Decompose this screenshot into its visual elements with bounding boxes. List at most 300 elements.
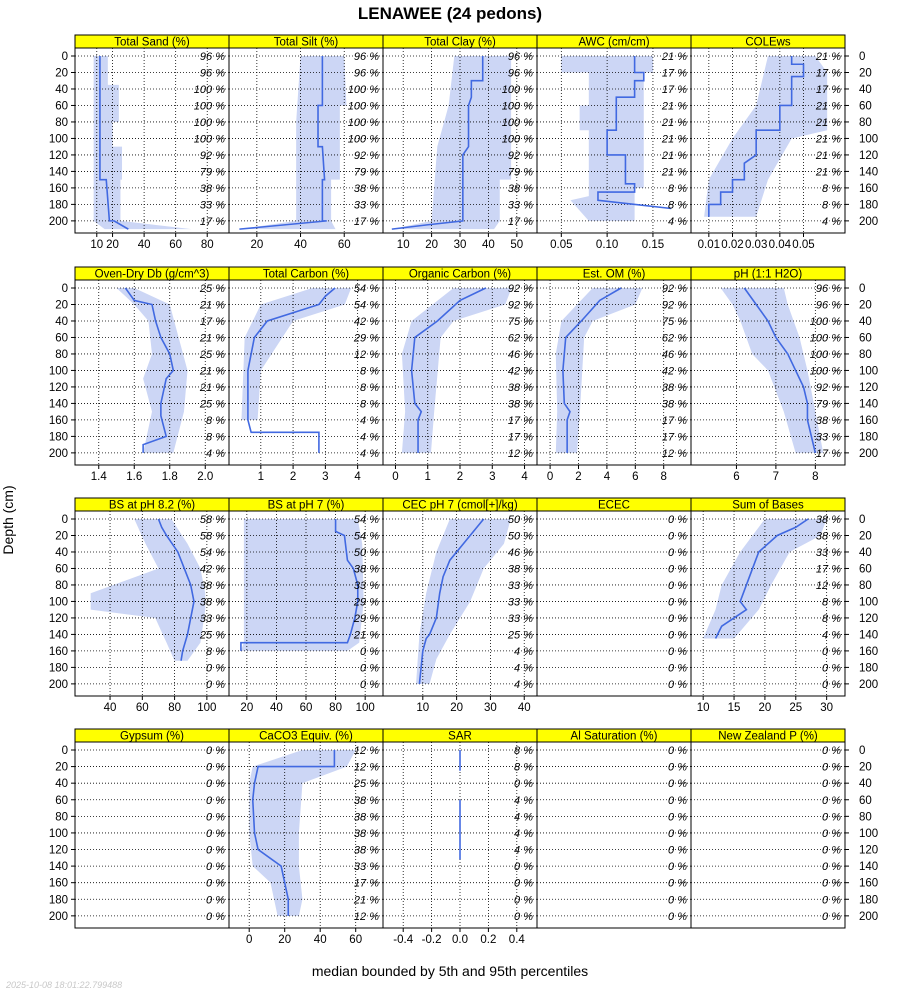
- data-coverage-label: 21 %: [353, 629, 379, 642]
- data-coverage-label: 12 %: [353, 348, 379, 361]
- panel-strip-label: COLEws: [745, 36, 791, 49]
- data-coverage-label: 17 %: [815, 83, 841, 96]
- panel-strip-label: AWC (cm/cm): [578, 36, 650, 49]
- data-coverage-label: 8 %: [360, 398, 379, 411]
- data-coverage-label: 4 %: [514, 662, 533, 675]
- data-coverage-label: 0 %: [822, 745, 841, 757]
- percentile-band: [91, 519, 206, 661]
- y-tick-label: 40: [55, 83, 68, 96]
- data-coverage-label: 21 %: [199, 332, 225, 345]
- data-coverage-label: 0 %: [668, 844, 687, 857]
- y-tick-label: 40: [859, 546, 872, 559]
- x-tick-label: 80: [200, 239, 214, 251]
- data-coverage-label: 21 %: [815, 166, 841, 179]
- data-coverage-label: 17 %: [661, 83, 687, 96]
- data-coverage-label: 17 %: [199, 215, 225, 228]
- data-coverage-label: 0 %: [206, 894, 225, 907]
- data-coverage-label: 21 %: [661, 100, 687, 113]
- data-coverage-label: 21 %: [661, 149, 687, 162]
- x-tick-label: 20: [106, 239, 119, 251]
- y-tick-label: 0: [859, 514, 866, 526]
- data-coverage-label: 4 %: [360, 447, 379, 460]
- y-axis-label: Depth (cm): [0, 485, 16, 555]
- data-coverage-label: 21 %: [661, 133, 687, 146]
- x-tick-label: 0.0: [452, 934, 468, 946]
- data-coverage-label: 0 %: [822, 827, 841, 840]
- data-coverage-label: 8 %: [360, 365, 379, 378]
- data-coverage-label: 33 %: [507, 199, 533, 212]
- percentile-band: [392, 56, 511, 229]
- x-tick-label: 40: [313, 934, 327, 946]
- data-coverage-label: 100 %: [809, 332, 841, 345]
- data-coverage-label: 25 %: [507, 629, 533, 642]
- data-coverage-label: 62 %: [507, 332, 533, 345]
- y-tick-label: 80: [859, 811, 872, 824]
- y-tick-label: 200: [859, 215, 879, 228]
- data-coverage-label: 38 %: [661, 381, 687, 394]
- x-tick-label: 6: [733, 471, 740, 483]
- y-tick-label: 120: [48, 844, 68, 857]
- data-coverage-label: 0 %: [668, 612, 687, 625]
- percentile-band: [556, 288, 643, 453]
- data-coverage-label: 21 %: [815, 100, 841, 113]
- data-coverage-label: 8 %: [514, 761, 533, 774]
- data-coverage-label: 17 %: [353, 215, 379, 228]
- panel-strip-label: Oven-Dry Db (g/cm^3): [94, 268, 210, 281]
- data-coverage-label: 12 %: [507, 447, 533, 460]
- x-tick-label: 2: [289, 471, 297, 483]
- data-coverage-label: 33 %: [199, 612, 225, 625]
- data-coverage-label: 38 %: [507, 398, 533, 411]
- data-coverage-label: 0 %: [668, 861, 687, 874]
- data-coverage-label: 0 %: [668, 778, 687, 791]
- y-tick-label: 200: [859, 447, 879, 460]
- data-coverage-label: 0 %: [668, 678, 687, 691]
- data-coverage-label: 8 %: [206, 645, 225, 658]
- x-tick-label: 1: [424, 471, 431, 483]
- x-tick-label: 40: [294, 239, 307, 251]
- data-coverage-label: 21 %: [199, 365, 225, 378]
- data-coverage-label: 17 %: [507, 414, 533, 427]
- y-tick-label: 100: [48, 596, 68, 609]
- data-coverage-label: 0 %: [668, 745, 687, 757]
- y-tick-label: 140: [48, 861, 68, 874]
- y-tick-label: 200: [48, 678, 68, 691]
- x-tick-label: 30: [484, 702, 497, 714]
- y-tick-label: 80: [55, 811, 68, 824]
- data-coverage-label: 0 %: [668, 662, 687, 675]
- data-coverage-label: 21 %: [661, 166, 687, 179]
- data-coverage-label: 100 %: [501, 100, 533, 113]
- y-tick-label: 20: [859, 67, 872, 80]
- data-coverage-label: 17 %: [353, 877, 379, 890]
- panel-strip-label: BS at pH 8.2 (%): [108, 499, 196, 512]
- data-coverage-label: 38 %: [815, 530, 841, 543]
- y-tick-label: 120: [859, 612, 879, 625]
- data-coverage-label: 21 %: [815, 149, 841, 162]
- x-tick-label: 80: [168, 702, 181, 714]
- data-coverage-label: 0 %: [514, 861, 533, 874]
- data-coverage-label: 38 %: [353, 811, 379, 824]
- data-coverage-label: 33 %: [507, 612, 533, 625]
- data-coverage-label: 100 %: [193, 133, 225, 146]
- panel-strip-label: Total Sand (%): [114, 36, 190, 49]
- data-coverage-label: 17 %: [661, 414, 687, 427]
- data-coverage-label: 62 %: [661, 332, 687, 345]
- data-coverage-label: 75 %: [661, 315, 687, 328]
- data-coverage-label: 58 %: [199, 530, 225, 543]
- data-coverage-label: 38 %: [507, 381, 533, 394]
- data-coverage-label: 0 %: [668, 563, 687, 576]
- data-coverage-label: 42 %: [661, 365, 687, 378]
- data-coverage-label: 4 %: [514, 844, 533, 857]
- data-coverage-label: 33 %: [353, 199, 379, 212]
- y-tick-label: 140: [48, 166, 68, 179]
- x-tick-label: 80: [329, 702, 342, 714]
- y-tick-label: 20: [55, 530, 68, 543]
- data-coverage-label: 0 %: [668, 579, 687, 592]
- data-coverage-label: 17 %: [661, 67, 687, 80]
- y-tick-label: 160: [859, 877, 879, 890]
- data-coverage-label: 4 %: [514, 794, 533, 807]
- data-coverage-label: 0 %: [206, 794, 225, 807]
- x-tick-label: 0.2: [480, 934, 497, 946]
- x-tick-label: 0: [546, 471, 554, 483]
- y-tick-label: 180: [48, 662, 68, 675]
- data-coverage-label: 29 %: [353, 332, 379, 345]
- x-tick-label: 2.0: [197, 471, 214, 483]
- data-coverage-label: 8 %: [360, 381, 379, 394]
- y-tick-label: 0: [61, 51, 68, 63]
- data-coverage-label: 33 %: [353, 861, 379, 874]
- data-coverage-label: 8 %: [822, 612, 841, 625]
- data-coverage-label: 8 %: [668, 182, 687, 195]
- data-coverage-label: 100 %: [347, 83, 379, 96]
- data-coverage-label: 21 %: [661, 51, 687, 63]
- x-tick-label: 15: [727, 702, 741, 714]
- y-tick-label: 80: [55, 348, 68, 361]
- data-coverage-label: 0 %: [668, 910, 687, 923]
- data-coverage-label: 0 %: [668, 530, 687, 543]
- data-coverage-label: 96 %: [507, 51, 533, 63]
- data-coverage-label: 0 %: [514, 910, 533, 923]
- y-tick-label: 160: [859, 414, 879, 427]
- data-coverage-label: 0 %: [668, 811, 687, 824]
- data-coverage-label: 0 %: [206, 844, 225, 857]
- data-coverage-label: 0 %: [822, 894, 841, 907]
- data-coverage-label: 50 %: [507, 530, 533, 543]
- x-tick-label: 4: [354, 471, 361, 483]
- data-coverage-label: 96 %: [199, 51, 225, 63]
- data-coverage-label: 21 %: [815, 133, 841, 146]
- data-coverage-label: 21 %: [815, 116, 841, 129]
- x-tick-label: 1.4: [90, 471, 107, 483]
- x-tick-label: 10: [396, 239, 410, 251]
- data-coverage-label: 0 %: [360, 678, 379, 691]
- data-coverage-label: 0 %: [360, 645, 379, 658]
- data-coverage-label: 92 %: [507, 283, 533, 295]
- data-coverage-label: 0 %: [206, 811, 225, 824]
- data-coverage-label: 0 %: [514, 877, 533, 890]
- data-coverage-label: 17 %: [507, 431, 533, 444]
- data-coverage-label: 29 %: [353, 612, 379, 625]
- panel-strip-label: BS at pH 7 (%): [267, 499, 345, 512]
- y-tick-label: 180: [859, 431, 879, 444]
- data-coverage-label: 0 %: [668, 645, 687, 658]
- data-coverage-label: 0 %: [822, 861, 841, 874]
- x-tick-label: 2: [456, 471, 464, 483]
- percentile-band: [239, 56, 346, 229]
- data-coverage-label: 17 %: [661, 431, 687, 444]
- data-coverage-label: 38 %: [661, 398, 687, 411]
- y-tick-label: 40: [859, 315, 872, 328]
- data-coverage-label: 21 %: [815, 51, 841, 63]
- panel-strip-label: CaCO3 Equiv. (%): [259, 730, 353, 743]
- panel-strip-label: ECEC: [598, 499, 630, 512]
- data-coverage-label: 38 %: [353, 827, 379, 840]
- x-tick-label: 0.01: [697, 239, 721, 251]
- x-tick-label: 25: [789, 702, 803, 714]
- data-coverage-label: 42 %: [353, 315, 379, 328]
- data-coverage-label: 33 %: [507, 596, 533, 609]
- y-tick-label: 0: [859, 51, 866, 63]
- data-coverage-label: 0 %: [206, 910, 225, 923]
- data-coverage-label: 38 %: [199, 596, 225, 609]
- data-coverage-label: 4 %: [360, 414, 379, 427]
- data-coverage-label: 0 %: [206, 861, 225, 874]
- y-tick-label: 60: [859, 794, 872, 807]
- data-coverage-label: 0 %: [668, 514, 687, 526]
- panel-strip-label: Total Clay (%): [424, 36, 496, 49]
- data-coverage-label: 0 %: [822, 678, 841, 691]
- x-tick-label: 0.03: [744, 239, 768, 251]
- data-coverage-label: 33 %: [815, 431, 841, 444]
- x-tick-label: 60: [349, 934, 363, 946]
- y-tick-label: 160: [48, 645, 68, 658]
- y-tick-label: 140: [859, 861, 879, 874]
- data-coverage-label: 54 %: [353, 530, 379, 543]
- data-coverage-label: 42 %: [507, 365, 533, 378]
- x-tick-label: 0.15: [641, 239, 665, 251]
- data-coverage-label: 4 %: [206, 447, 225, 460]
- x-tick-label: 0.4: [508, 934, 525, 946]
- x-tick-label: 30: [820, 702, 834, 714]
- data-coverage-label: 0 %: [822, 877, 841, 890]
- data-coverage-label: 0 %: [822, 794, 841, 807]
- data-coverage-label: 33 %: [815, 546, 841, 559]
- y-tick-label: 180: [48, 199, 68, 212]
- data-coverage-label: 0 %: [206, 761, 225, 774]
- x-tick-label: 3: [322, 471, 329, 483]
- data-coverage-label: 0 %: [822, 778, 841, 791]
- data-coverage-label: 0 %: [206, 778, 225, 791]
- y-tick-label: 140: [48, 629, 68, 642]
- y-tick-label: 160: [48, 877, 68, 890]
- y-tick-label: 60: [55, 563, 68, 576]
- data-coverage-label: 100 %: [347, 100, 379, 113]
- data-coverage-label: 38 %: [815, 514, 841, 526]
- data-coverage-label: 8 %: [514, 745, 533, 757]
- data-coverage-label: 33 %: [353, 579, 379, 592]
- y-tick-label: 180: [859, 199, 879, 212]
- y-tick-label: 100: [48, 133, 68, 146]
- x-tick-label: 7: [772, 471, 780, 483]
- data-coverage-label: 0 %: [668, 596, 687, 609]
- x-tick-label: 8: [660, 471, 667, 483]
- data-coverage-label: 0 %: [360, 662, 379, 675]
- data-coverage-label: 100 %: [809, 348, 841, 361]
- data-coverage-label: 4 %: [822, 629, 841, 642]
- y-tick-label: 40: [55, 546, 68, 559]
- data-coverage-label: 0 %: [668, 546, 687, 559]
- y-tick-label: 160: [48, 182, 68, 195]
- data-coverage-label: 100 %: [193, 100, 225, 113]
- x-tick-label: 4: [521, 471, 528, 483]
- data-coverage-label: 0 %: [206, 745, 225, 757]
- x-tick-label: 20: [278, 934, 292, 946]
- y-tick-label: 120: [48, 149, 68, 162]
- y-tick-label: 140: [859, 398, 879, 411]
- data-coverage-label: 0 %: [206, 877, 225, 890]
- y-tick-label: 60: [859, 100, 872, 113]
- x-tick-label: 0.02: [721, 239, 744, 251]
- x-tick-label: 20: [425, 239, 438, 251]
- x-tick-label: 10: [90, 239, 104, 251]
- data-coverage-label: 46 %: [661, 348, 687, 361]
- data-coverage-label: 4 %: [360, 431, 379, 444]
- x-tick-label: 100: [355, 702, 375, 714]
- data-coverage-label: 100 %: [501, 83, 533, 96]
- x-tick-label: 10: [416, 702, 430, 714]
- panel-strip-label: Gypsum (%): [120, 730, 184, 743]
- data-coverage-label: 21 %: [353, 894, 379, 907]
- y-tick-label: 100: [48, 365, 68, 378]
- y-tick-label: 80: [55, 116, 68, 129]
- x-tick-label: 60: [169, 239, 183, 251]
- data-coverage-label: 96 %: [353, 51, 379, 63]
- x-tick-label: 1: [257, 471, 265, 483]
- x-tick-label: 100: [197, 702, 217, 714]
- data-coverage-label: 25 %: [199, 283, 225, 295]
- y-tick-label: 0: [61, 745, 68, 757]
- y-tick-label: 80: [859, 348, 872, 361]
- data-coverage-label: 38 %: [353, 182, 379, 195]
- y-tick-label: 120: [859, 844, 879, 857]
- data-coverage-label: 4 %: [514, 811, 533, 824]
- y-tick-label: 80: [859, 116, 872, 129]
- panel-strip-label: New Zealand P (%): [718, 730, 818, 743]
- data-coverage-label: 0 %: [206, 678, 225, 691]
- y-tick-label: 140: [859, 166, 879, 179]
- panel-strip-label: Sum of Bases: [732, 499, 804, 512]
- data-coverage-label: 92 %: [507, 149, 533, 162]
- y-tick-label: 100: [859, 827, 879, 840]
- x-tick-label: 20: [250, 239, 264, 251]
- y-tick-label: 80: [55, 579, 68, 592]
- data-coverage-label: 4 %: [514, 827, 533, 840]
- percentile-band: [703, 519, 826, 639]
- data-coverage-label: 92 %: [353, 149, 379, 162]
- data-coverage-label: 0 %: [822, 844, 841, 857]
- timestamp: 2025-10-08 18:01:22.799488: [6, 980, 123, 990]
- data-coverage-label: 100 %: [347, 116, 379, 129]
- data-coverage-label: 8 %: [822, 199, 841, 212]
- x-tick-label: 20: [450, 702, 464, 714]
- data-coverage-label: 92 %: [815, 381, 841, 394]
- data-coverage-label: 96 %: [353, 67, 379, 80]
- data-coverage-label: 0 %: [206, 662, 225, 675]
- x-tick-label: 60: [299, 702, 313, 714]
- y-tick-label: 140: [859, 629, 879, 642]
- y-tick-label: 60: [55, 332, 68, 345]
- panel-strip-label: Total Carbon (%): [262, 268, 350, 281]
- data-coverage-label: 100 %: [193, 116, 225, 129]
- data-coverage-label: 79 %: [815, 398, 841, 411]
- data-coverage-label: 0 %: [668, 761, 687, 774]
- data-coverage-label: 0 %: [514, 778, 533, 791]
- y-tick-label: 100: [859, 133, 879, 146]
- data-coverage-label: 8 %: [206, 414, 225, 427]
- data-coverage-label: 58 %: [199, 514, 225, 526]
- data-coverage-label: 33 %: [507, 579, 533, 592]
- x-axis-label: median bounded by 5th and 95th percentiles: [311, 963, 589, 979]
- y-tick-label: 20: [55, 761, 68, 774]
- data-coverage-label: 29 %: [353, 596, 379, 609]
- data-coverage-label: 12 %: [815, 579, 841, 592]
- data-coverage-label: 38 %: [199, 579, 225, 592]
- data-coverage-label: 25 %: [199, 629, 225, 642]
- x-tick-label: -0.4: [393, 934, 414, 946]
- data-coverage-label: 8 %: [822, 182, 841, 195]
- data-coverage-label: 8 %: [822, 596, 841, 609]
- data-coverage-label: 17 %: [199, 315, 225, 328]
- data-coverage-label: 42 %: [199, 563, 225, 576]
- y-tick-label: 40: [55, 778, 68, 791]
- x-tick-label: 40: [517, 702, 531, 714]
- chart-title: LENAWEE (24 pedons): [357, 4, 543, 23]
- x-tick-label: 40: [270, 702, 283, 714]
- y-tick-label: 100: [48, 827, 68, 840]
- x-tick-label: 40: [482, 239, 495, 251]
- data-coverage-label: 0 %: [822, 910, 841, 923]
- data-coverage-label: 0 %: [822, 811, 841, 824]
- data-coverage-label: 54 %: [353, 283, 379, 295]
- data-coverage-label: 0 %: [668, 877, 687, 890]
- y-tick-label: 120: [859, 149, 879, 162]
- data-coverage-label: 75 %: [507, 315, 533, 328]
- y-tick-label: 180: [48, 431, 68, 444]
- data-coverage-label: 46 %: [507, 546, 533, 559]
- y-tick-label: 200: [48, 910, 68, 923]
- data-coverage-label: 54 %: [353, 514, 379, 526]
- x-tick-label: 40: [137, 239, 151, 251]
- data-coverage-label: 12 %: [353, 745, 379, 757]
- y-tick-label: 20: [859, 761, 872, 774]
- data-coverage-label: 25 %: [353, 778, 379, 791]
- y-tick-label: 120: [859, 381, 879, 394]
- y-tick-label: 100: [859, 596, 879, 609]
- data-coverage-label: 17 %: [815, 67, 841, 80]
- data-coverage-label: 4 %: [514, 678, 533, 691]
- x-tick-label: 40: [103, 702, 117, 714]
- data-coverage-label: 96 %: [815, 283, 841, 295]
- data-coverage-label: 8 %: [206, 431, 225, 444]
- data-coverage-label: 0 %: [822, 761, 841, 774]
- x-tick-label: 0.05: [792, 239, 815, 251]
- data-coverage-label: 54 %: [353, 299, 379, 312]
- x-tick-label: 4: [603, 471, 611, 483]
- panel-strip-label: SAR: [448, 730, 472, 743]
